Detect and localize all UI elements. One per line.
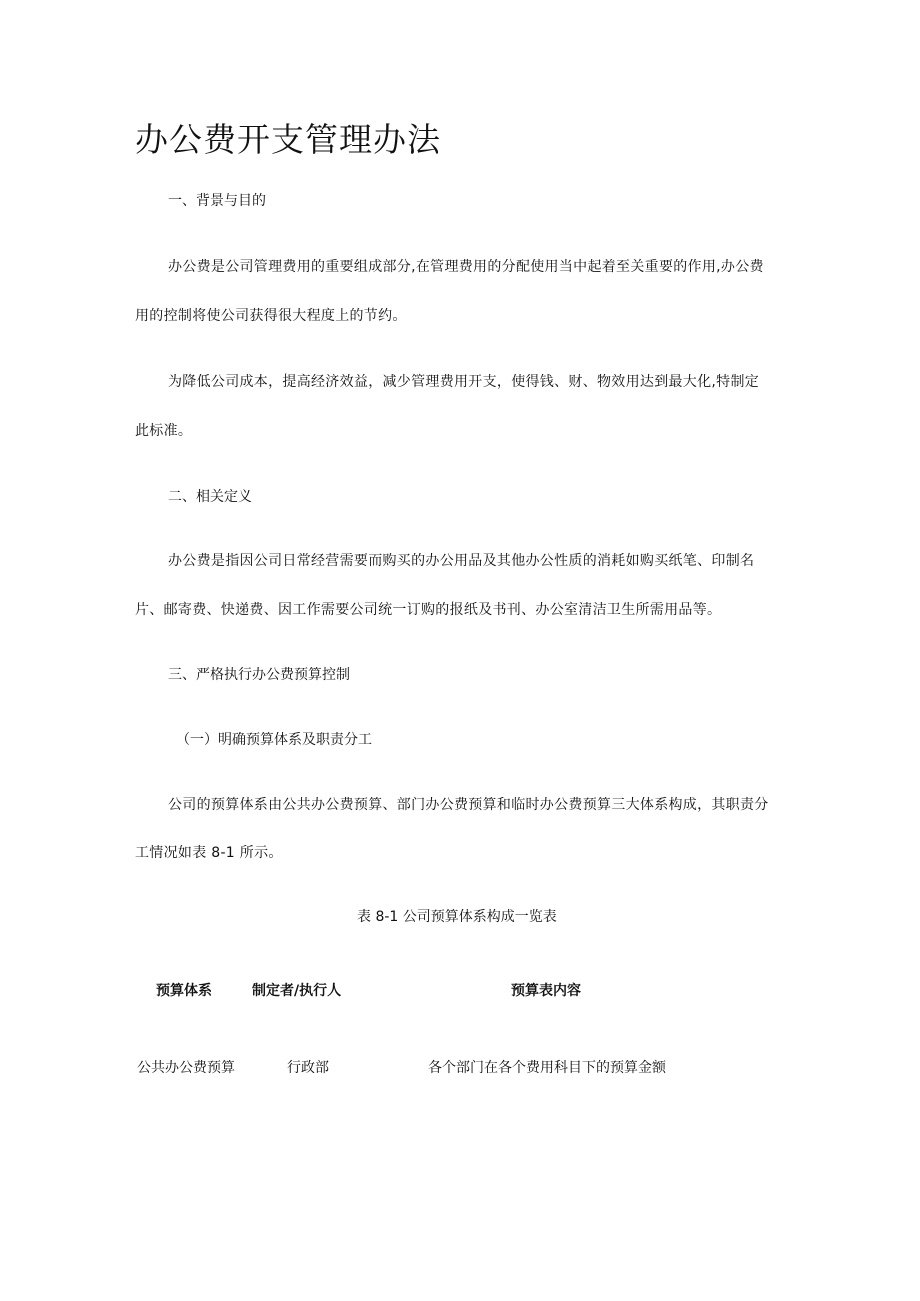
subsection-heading: （一）明确预算体系及职责分工 (176, 732, 372, 748)
table-header-cell: 制定者/执行人 (252, 983, 342, 999)
paragraph-line: 为降低公司成本，提高经济效益，减少管理费用开支，使得钱、财、物效用达到最大化,特制定 (168, 374, 760, 390)
section-heading-definitions: 二、相关定义 (168, 489, 252, 505)
paragraph-line: 公司的预算体系由公共办公费预算、部门办公费预算和临时办公费预算三大体系构成，其职责分 (168, 797, 769, 813)
paragraph-line: 此标准。 (135, 423, 193, 439)
table-header-cell: 预算体系 (156, 983, 212, 999)
document-title: 办公费开支管理办法 (135, 120, 441, 159)
paragraph-line: 用的控制将使公司获得很大程度上的节约。 (135, 308, 407, 324)
paragraph-line: 工情况如表 8-1 所示。 (135, 845, 283, 861)
table-cell: 公共办公费预算 (137, 1060, 235, 1076)
section-heading-budget-control: 三、严格执行办公费预算控制 (168, 667, 350, 683)
section-heading-background: 一、背景与目的 (168, 193, 266, 209)
paragraph-line: 片、邮寄费、快递费、因工作需要公司统一订购的报纸及书刊、办公室清洁卫生所需用品等。 (135, 602, 722, 618)
table-cell: 各个部门在各个费用科目下的预算金额 (428, 1060, 666, 1076)
table-header-cell: 预算表内容 (511, 983, 581, 999)
paragraph-line: 办公费是指因公司日常经营需要而购买的办公用品及其他办公性质的消耗如购买纸笔、印制名 (168, 553, 755, 569)
table-caption: 表 8-1 公司预算体系构成一览表 (357, 909, 557, 925)
paragraph-line: 办公费是公司管理费用的重要组成部分,在管理费用的分配使用当中起着至关重要的作用,办公费 (168, 259, 764, 275)
table-cell: 行政部 (287, 1060, 329, 1076)
